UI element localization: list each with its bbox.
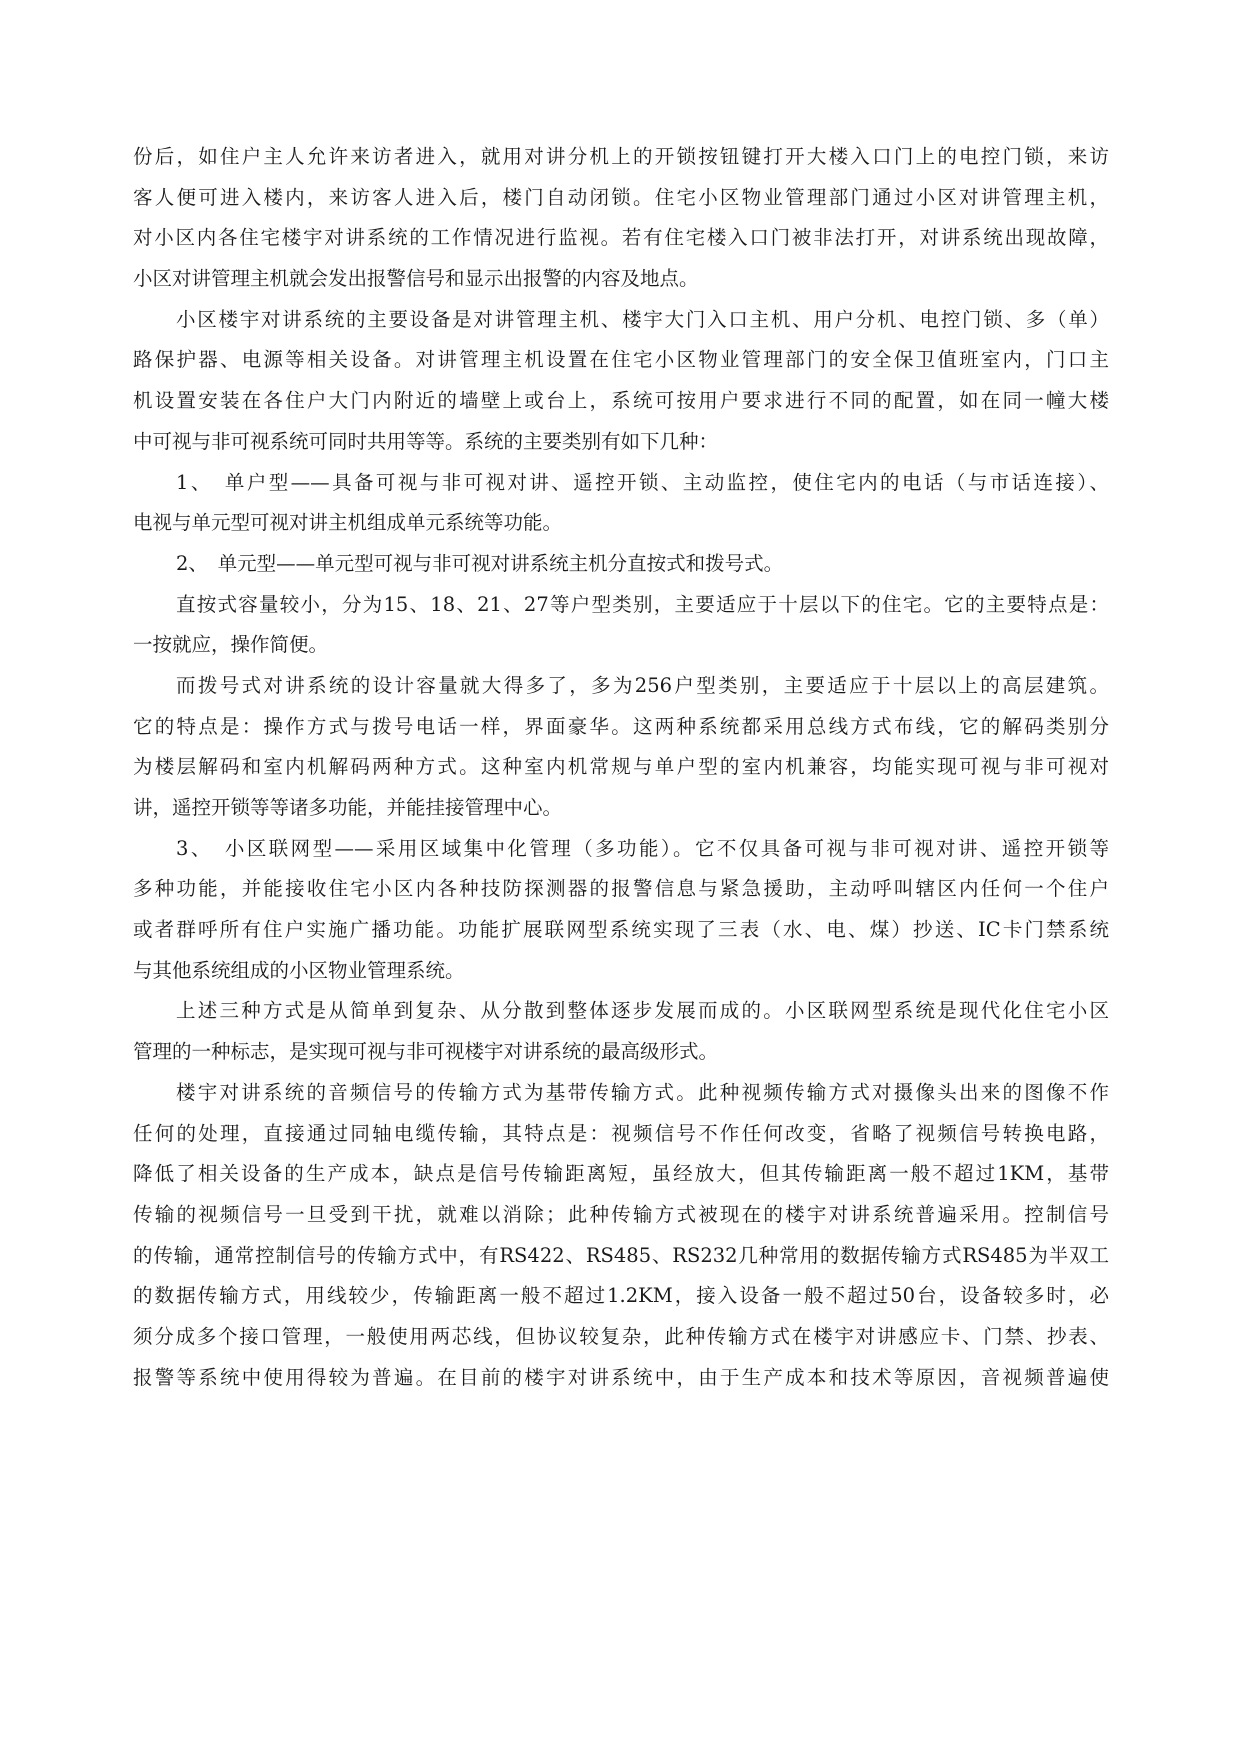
text-line: 上述三种方式是从简单到复杂、从分散到整体逐步发展而成的。小区联网型系统是现代化住宅小区: [176, 999, 1109, 1023]
text-line: 与其他系统组成的小区物业管理系统。: [133, 958, 465, 982]
text-line: 1、 单户型——具备可视与非可视对讲、遥控开锁、主动监控，使住宅内的电话（与市话连接）、: [176, 470, 1109, 494]
text-line: 3、 小区联网型——采用区域集中化管理（多功能）。它不仅具备可视与非可视对讲、遥控开锁等: [176, 836, 1109, 860]
text-line: 的传输，通常控制信号的传输方式中，有RS422、RS485、RS232几种常用的数据传输方式RS485为半双工: [133, 1243, 1109, 1267]
text-line: 或者群呼所有住户实施广播功能。功能扩展联网型系统实现了三表（水、电、煤）抄送、IC卡门禁系统: [133, 918, 1109, 942]
text-line: 报警等系统中使用得较为普遍。在目前的楼宇对讲系统中，由于生产成本和技术等原因，音视频普遍使: [133, 1365, 1109, 1389]
text-line: 任何的处理，直接通过同轴电缆传输，其特点是：视频信号不作任何改变，省略了视频信号转换电路，: [133, 1121, 1109, 1145]
text-line: 传输的视频信号一旦受到干扰，就难以消除；此种传输方式被现在的楼宇对讲系统普遍采用。控制信号: [133, 1202, 1109, 1226]
text-line: 机设置安装在各住户大门内附近的墙壁上或台上，系统可按用户要求进行不同的配置，如在同一幢大楼: [133, 389, 1109, 413]
document-body: [133, 137, 1109, 1398]
text-line: 楼宇对讲系统的音频信号的传输方式为基带传输方式。此种视频传输方式对摄像头出来的图像不作: [176, 1080, 1109, 1104]
text-line: 一按就应，操作简便。: [133, 633, 329, 657]
text-line: 对小区内各住宅楼宇对讲系统的工作情况进行监视。若有住宅楼入口门被非法打开，对讲系统出现故障，: [133, 226, 1109, 250]
text-line: 须分成多个接口管理，一般使用两芯线，但协议较复杂，此种传输方式在楼宇对讲感应卡、门禁、抄表、: [133, 1324, 1109, 1348]
text-line: 份后，如住户主人允许来访者进入，就用对讲分机上的开锁按钮键打开大楼入口门上的电控门锁，来访: [133, 145, 1109, 168]
text-line: 管理的一种标志，是实现可视与非可视楼宇对讲系统的最高级形式。: [133, 1040, 719, 1064]
text-line: 客人便可进入楼内，来访客人进入后，楼门自动闭锁。住宅小区物业管理部门通过小区对讲管理主机，: [133, 185, 1109, 209]
text-line: 2、 单元型——单元型可视与非可视对讲系统主机分直按式和拨号式。: [176, 551, 784, 575]
text-line: 而拨号式对讲系统的设计容量就大得多了，多为256户型类别，主要适应于十层以上的高层建筑。: [176, 673, 1109, 697]
text-line: 小区对讲管理主机就会发出报警信号和显示出报警的内容及地点。: [133, 267, 699, 291]
text-line: 的数据传输方式，用线较少，传输距离一般不超过1.2KM，接入设备一般不超过50台，设备较多时，必: [133, 1284, 1109, 1308]
text-line: 小区楼宇对讲系统的主要设备是对讲管理主机、楼宇大门入口主机、用户分机、电控门锁、多（单）: [176, 307, 1109, 331]
text-line: 多种功能，并能接收住宅小区内各种技防探测器的报警信息与紧急援助，主动呼叫辖区内任何一个住户: [133, 877, 1109, 901]
text-line: 中可视与非可视系统可同时共用等等。系统的主要类别有如下几种：: [133, 429, 719, 453]
text-line: 它的特点是：操作方式与拨号电话一样，界面豪华。这两种系统都采用总线方式布线，它的解码类别分: [133, 714, 1109, 738]
text-line: 讲，遥控开锁等等诸多功能，并能挂接管理中心。: [133, 796, 563, 819]
text-line: 为楼层解码和室内机解码两种方式。这种室内机常规与单户型的室内机兼容，均能实现可视与非可视对: [133, 755, 1109, 779]
text-line: 路保护器、电源等相关设备。对讲管理主机设置在住宅小区物业管理部门的安全保卫值班室内，门口主: [133, 348, 1109, 372]
text-line: 电视与单元型可视对讲主机组成单元系统等功能。: [133, 511, 563, 535]
text-line: 直按式容量较小，分为15、18、21、27等户型类别，主要适应于十层以下的住宅。它的主要特点是：: [176, 592, 1109, 616]
text-line: 降低了相关设备的生产成本，缺点是信号传输距离短，虽经放大，但其传输距离一般不超过1KM，基带: [133, 1162, 1109, 1186]
